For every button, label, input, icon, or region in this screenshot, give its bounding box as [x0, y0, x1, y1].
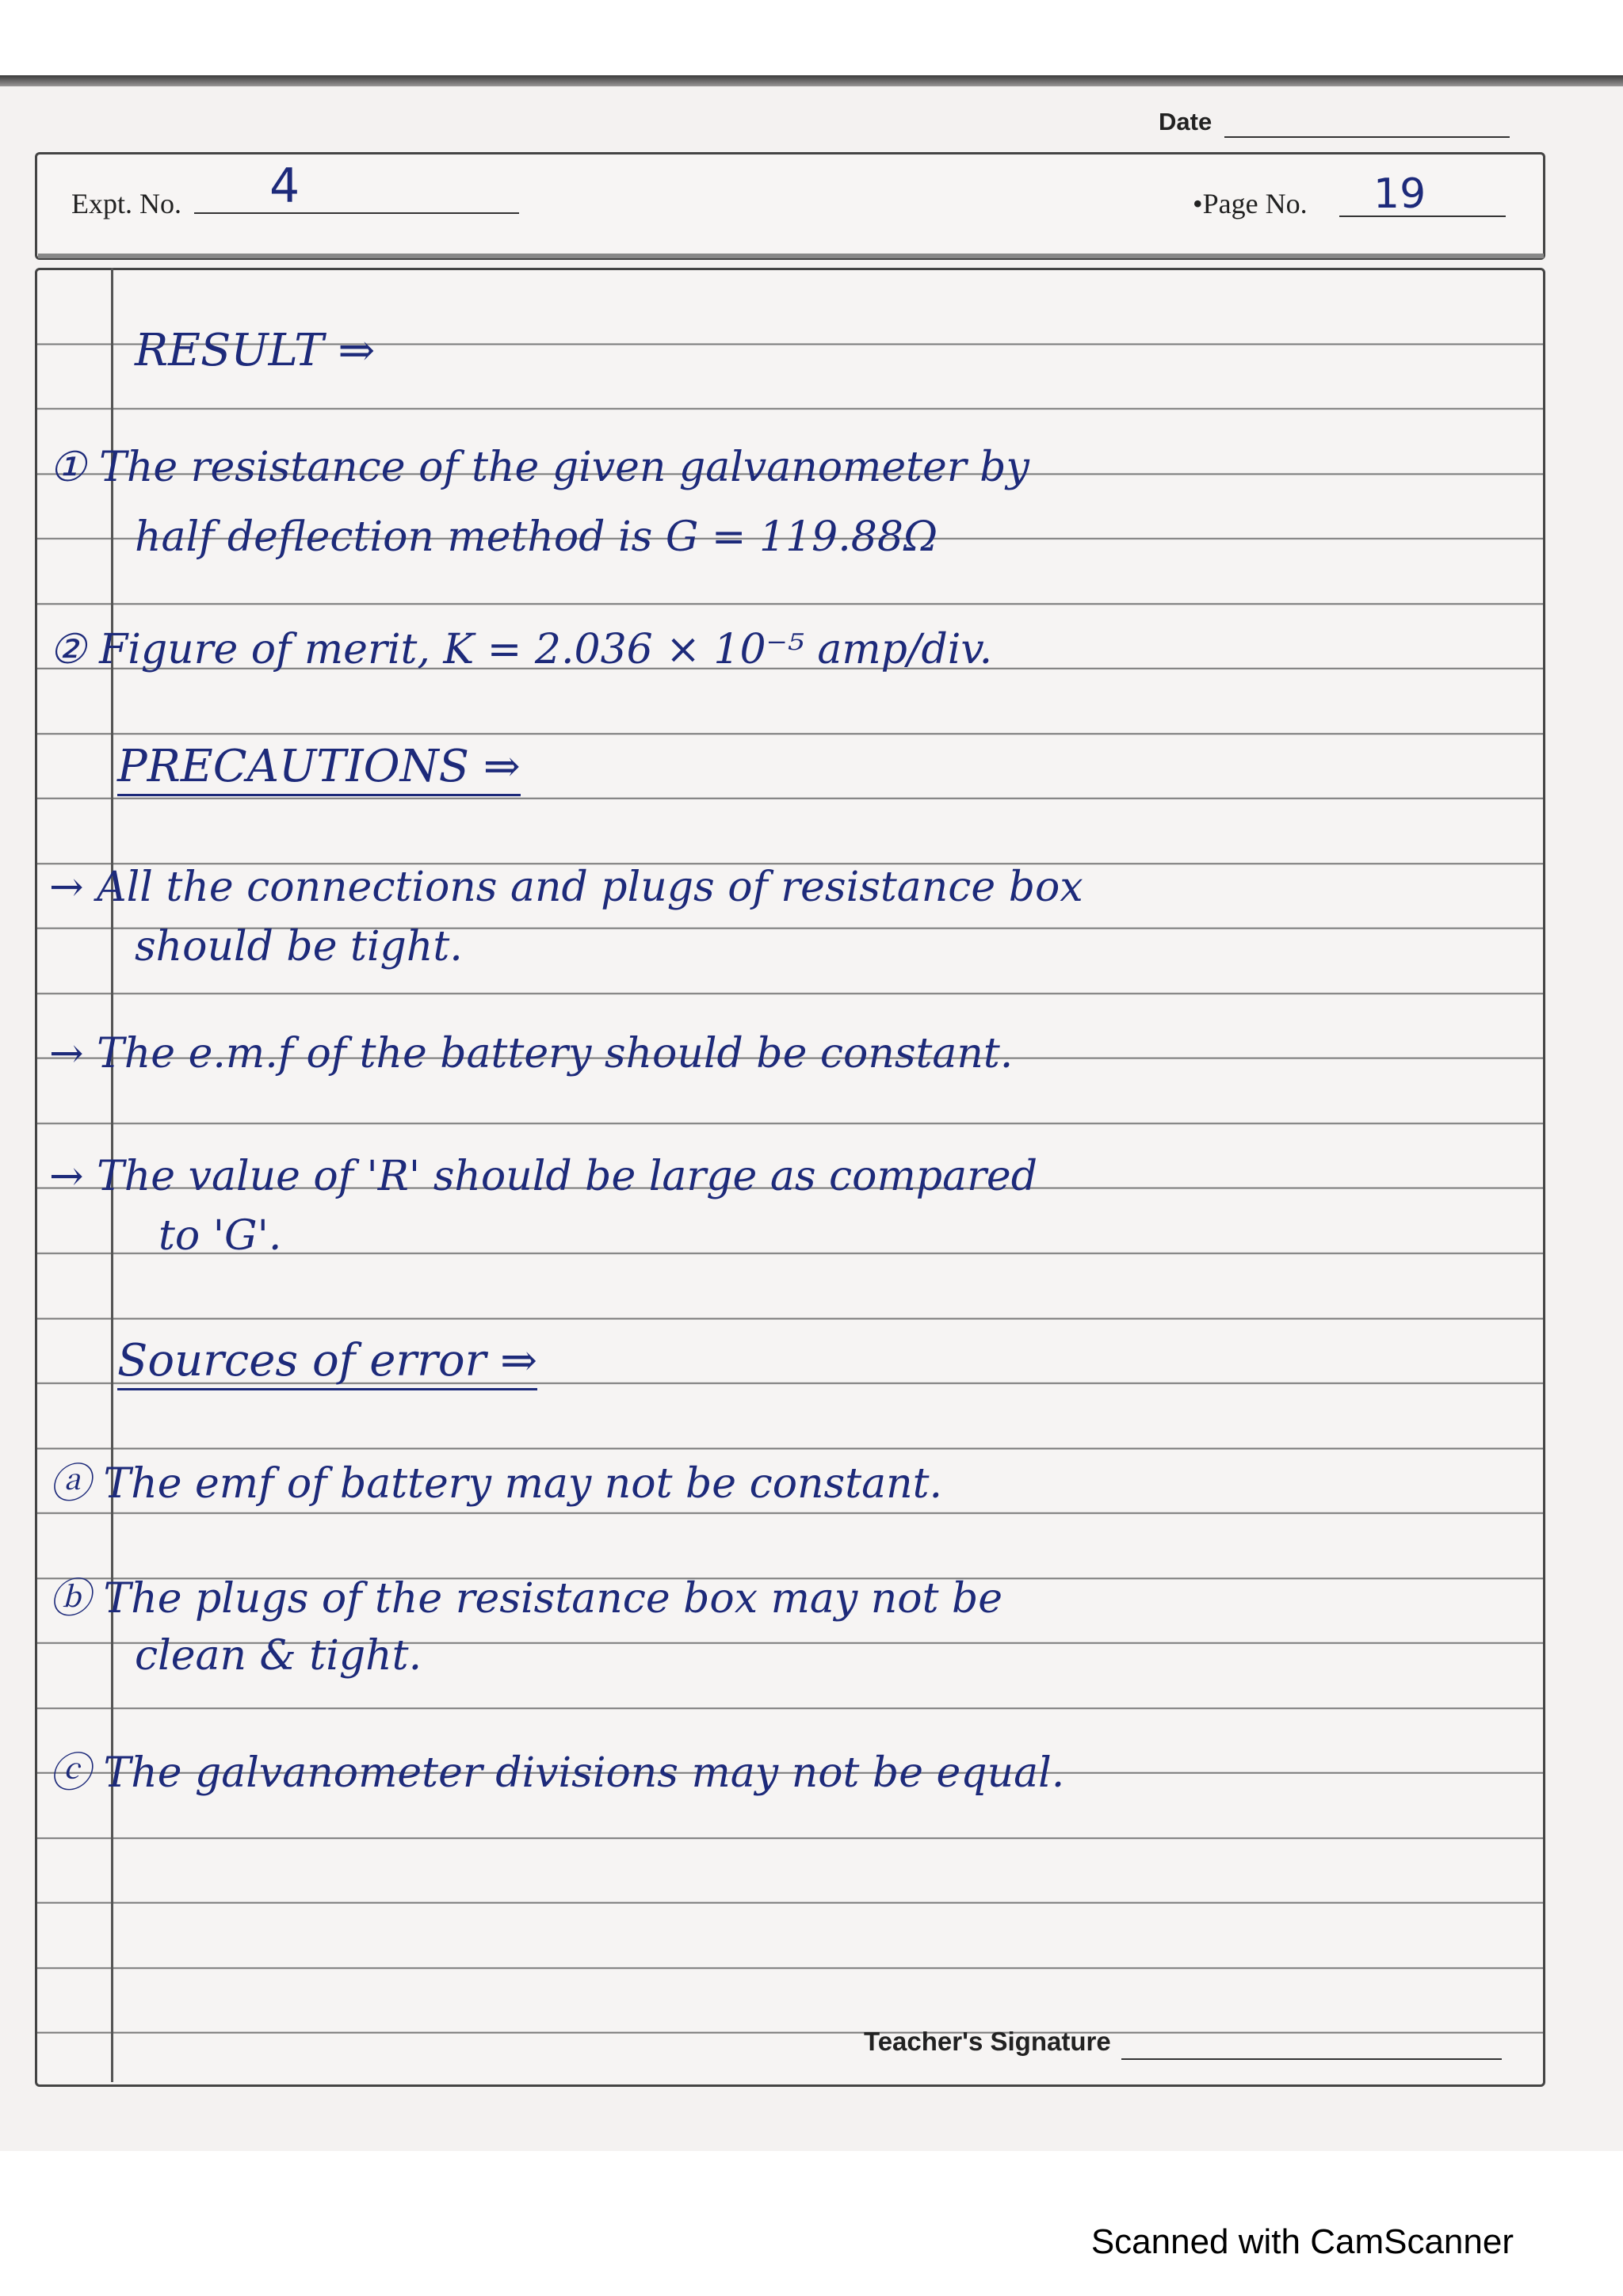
precaution-line: → All the connections and plugs of resistance box — [49, 864, 1083, 911]
date-label: Date — [1159, 108, 1212, 135]
header-shadow — [38, 254, 1544, 258]
date-line — [1224, 136, 1510, 138]
page-no-label: •Page No. — [1193, 188, 1308, 219]
page-top-edge — [0, 75, 1623, 86]
expt-no-line — [194, 212, 519, 214]
precaution-line: → The value of 'R' should be large as compared — [49, 1153, 1037, 1200]
error-line: ⓑ The plugs of the resistance box may not be — [49, 1575, 1003, 1623]
precaution-line: to 'G'. — [158, 1212, 282, 1260]
precaution-line: → The e.m.f of the battery should be constant. — [49, 1030, 1014, 1077]
precautions-heading: PRECAUTIONS ⇒ — [117, 741, 521, 796]
result-line: ② Figure of merit, K = 2.036 × 10⁻⁵ amp/div. — [49, 626, 993, 673]
expt-no-value: 4 — [269, 158, 300, 214]
expt-no-label: Expt. No. — [71, 188, 181, 219]
errors-heading: Sources of error ⇒ — [117, 1335, 537, 1390]
error-line: ⓐ The emf of battery may not be constant. — [49, 1460, 943, 1508]
result-heading: RESULT ⇒ — [135, 325, 376, 376]
result-line: ① The resistance of the given galvanometer by — [49, 444, 1029, 491]
error-line: ⓒ The galvanometer divisions may not be equal. — [49, 1749, 1065, 1797]
teacher-signature-line — [1121, 2058, 1502, 2060]
header-box — [35, 152, 1545, 260]
scanner-watermark: Scanned with CamScanner — [1090, 2222, 1514, 2261]
teacher-signature-label: Teacher's Signature — [864, 2027, 1111, 2056]
result-line: half deflection method is G = 119.88Ω — [135, 513, 938, 561]
precaution-line: should be tight. — [135, 923, 463, 971]
page-no-value: 19 — [1373, 170, 1426, 218]
error-line: clean & tight. — [135, 1632, 422, 1680]
